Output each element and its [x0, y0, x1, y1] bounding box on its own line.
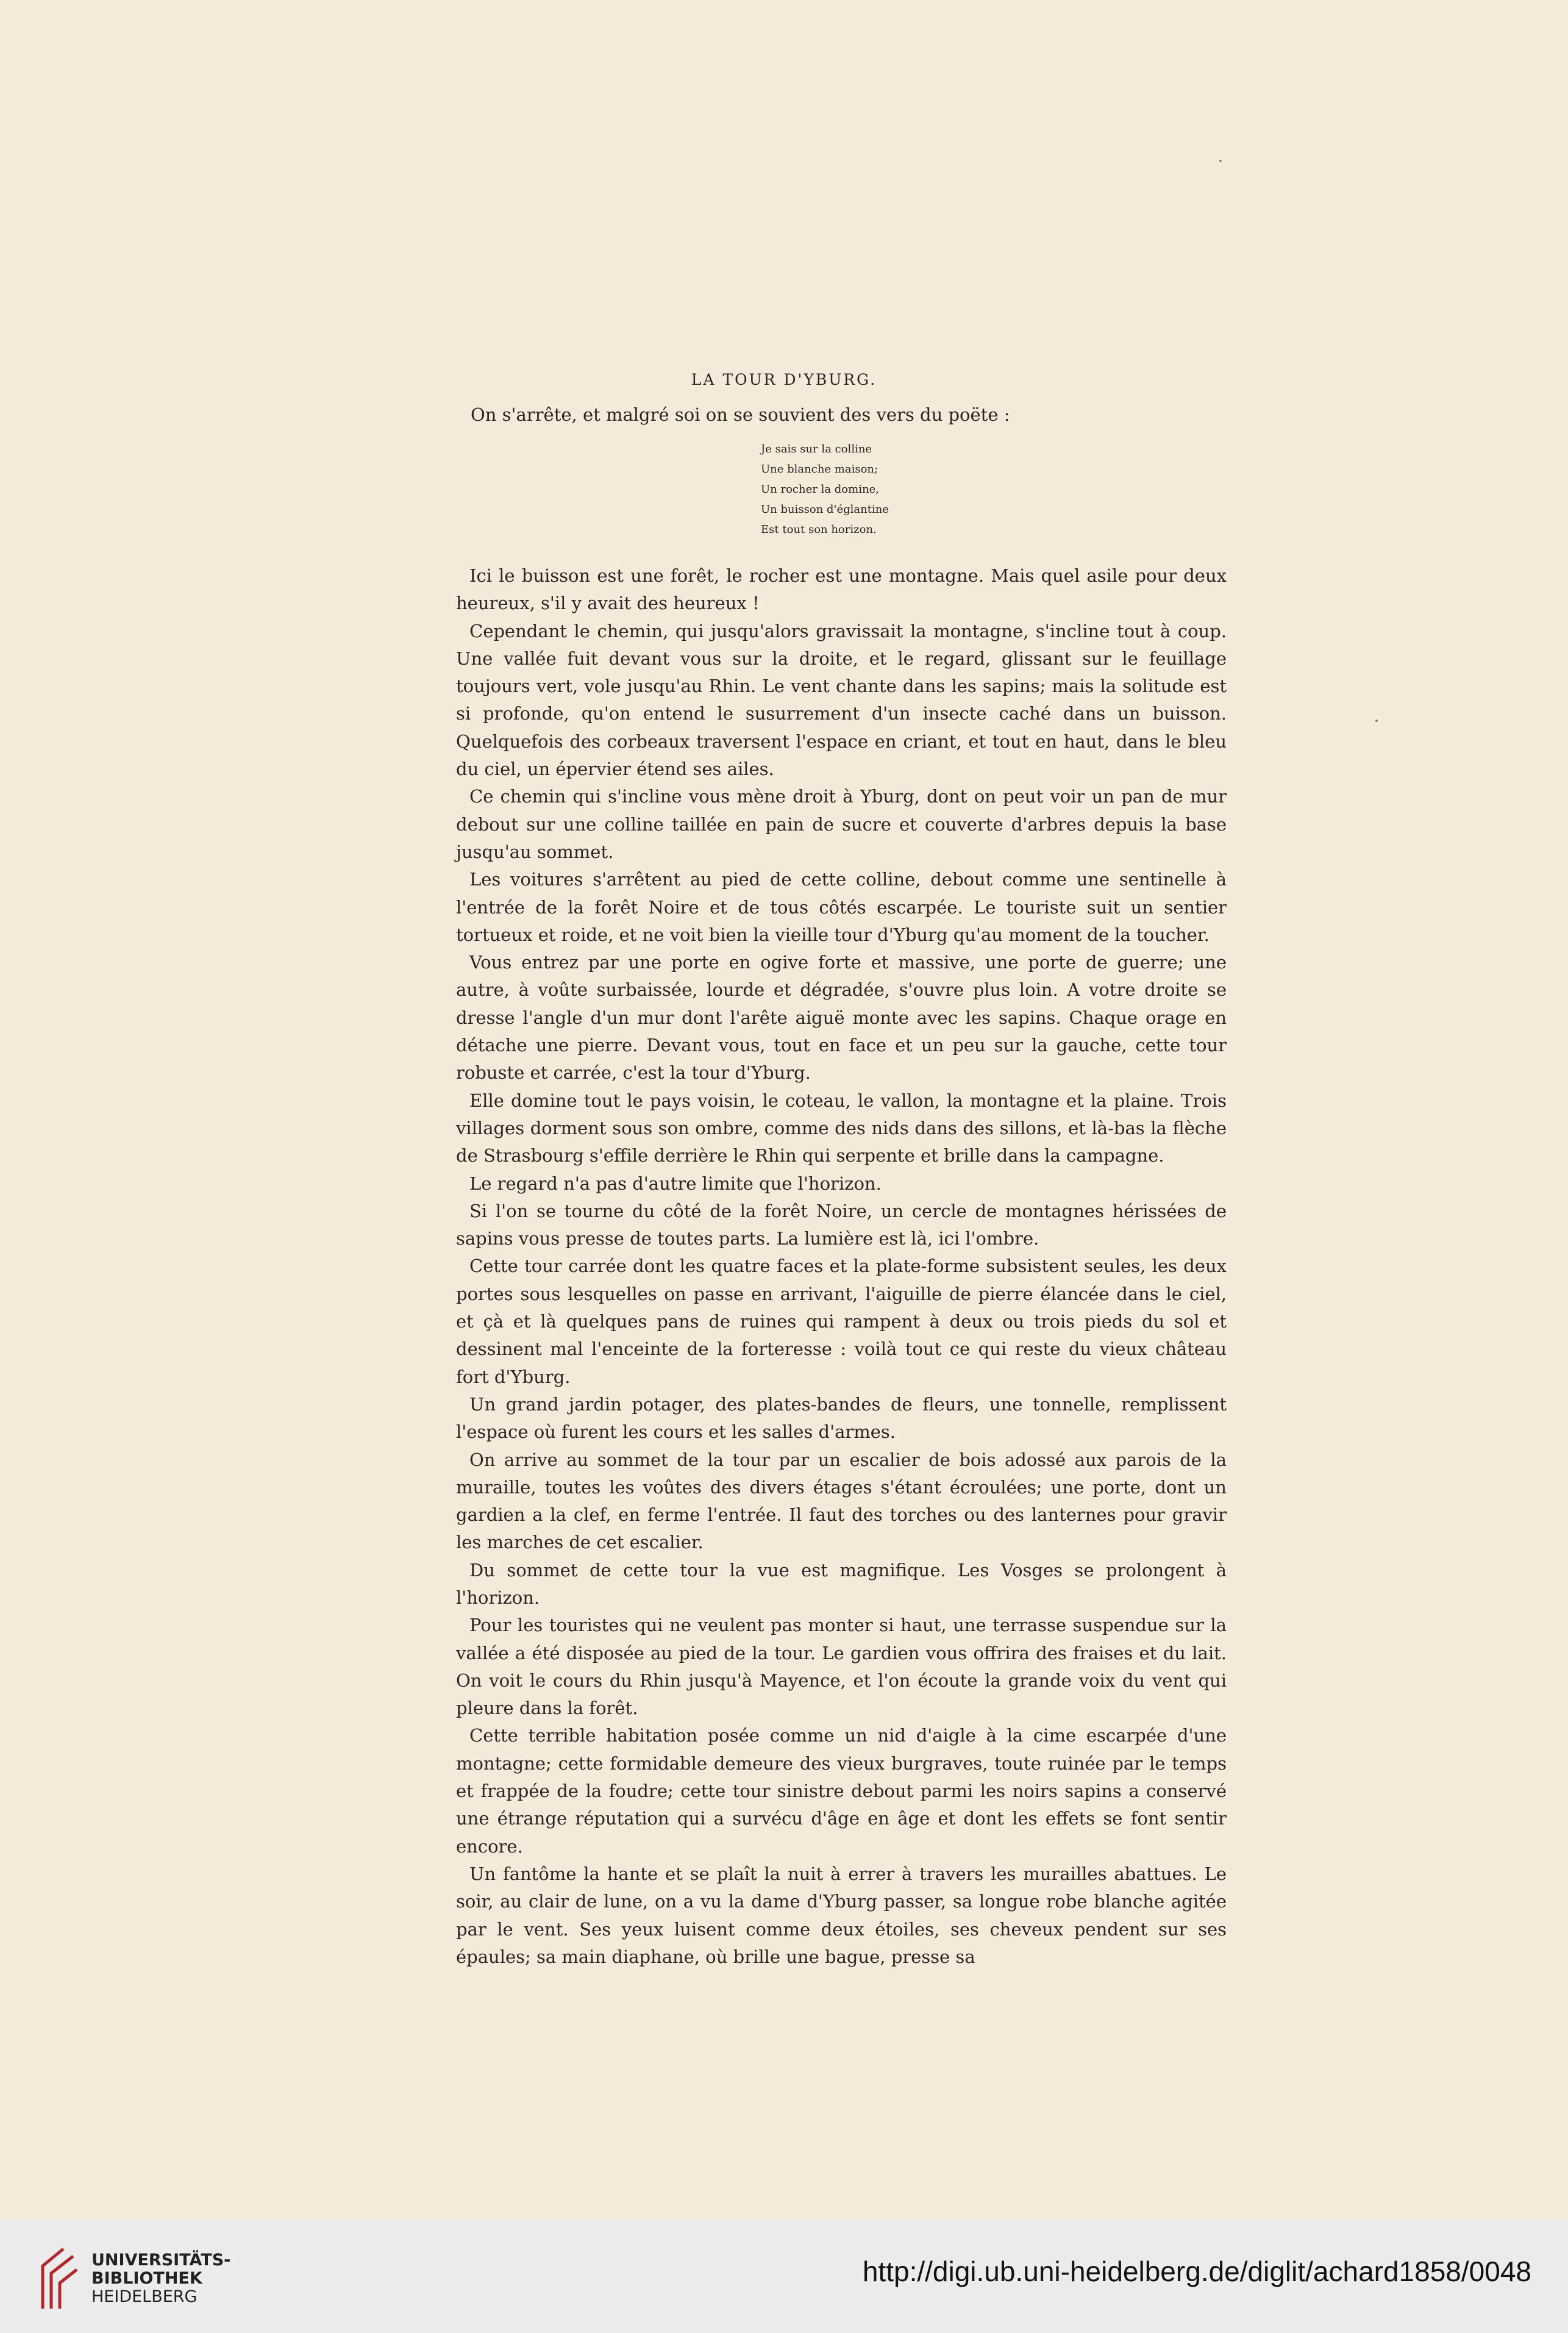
footer-bar	[0, 2220, 1568, 2333]
paragraph: Cette terrible habitation posée comme un nid d'aigle à la cime escarpée d'une montagne; cette formidable demeure des vieux burgraves, toute ruinée par le temps et frappée de la foudre; cette tour sinistre debout parmi les noirs sapins a conservé une étrange réputation qui a survécu d'âge en âge et dont les effets se font sentir encore.	[456, 1725, 1227, 1857]
library-name	[91, 2251, 230, 2306]
paragraph: Un grand jardin potager, des plates-bandes de fleurs, une tonnelle, remplissent l'espace où furent les cours et les salles d'armes.	[456, 1393, 1227, 1443]
verse-line: Un rocher la domine,	[761, 483, 879, 496]
body-text	[456, 562, 1227, 1971]
paragraph: On arrive au sommet de la tour par un escalier de bois adossé aux parois de la muraille, toutes les voûtes des divers étages s'étant écroulées; une porte, dont un gardien a la clef, en ferme l'entrée. Il faut des torches ou des lanternes pour gravir les marches de cet escalier.	[456, 1449, 1227, 1553]
library-name-line: UNIVERSITÄTS-	[91, 2251, 231, 2270]
scan-speck	[1219, 160, 1222, 162]
library-name-line: BIBLIOTHEK	[91, 2269, 202, 2288]
page-title: LA TOUR D'YBURG.	[691, 371, 877, 388]
paragraph: Un fantôme la hante et se plaît la nuit à errer à travers les murailles abattues. Le soir, au clair de lune, on a vu la dame d'Yburg passer, sa longue robe blanche agitée par le vent. Ses yeux luisent comme deux étoiles, ses cheveux pendent sur ses épaules; sa main diaphane, où brille une bague, presse sa	[456, 1863, 1227, 1967]
verse-line: Je sais sur la colline	[761, 443, 872, 456]
paragraph: Cependant le chemin, qui jusqu'alors gravissait la montagne, s'incline tout à coup. Une vallée fuit devant vous sur la droite, et le regard, glissant sur le feuillage toujours vert, vole jusqu'au Rhin. Le vent chante dans les sapins; mais la solitude est si profonde, qu'on entend le susurrement d'un insecte caché dans un buisson. Quelquefois des corbeaux traversent l'espace en criant, et tout en haut, dans le bleu du ciel, un épervier étend ses ailes.	[456, 620, 1227, 780]
verse-line: Est tout son horizon.	[761, 523, 877, 536]
paragraph: Le regard n'a pas d'autre limite que l'horizon.	[469, 1173, 882, 1194]
paragraph: Cette tour carrée dont les quatre faces et la plate-forme subsistent seules, les deux portes sous lesquelles on passe en arrivant, l'aiguille de pierre élancée dans le ciel, et çà et là quelques pans de ruines qui rampent à deux ou trois pieds du sol et dessinent mal l'enceinte de la forteresse : voilà tout ce qui reste du vieux château fort d'Yburg.	[456, 1256, 1227, 1387]
verse-block	[761, 439, 889, 540]
paragraph: Elle domine tout le pays voisin, le coteau, le vallon, la montagne et la plaine. Trois villages dorment sous son ombre, comme des nids dans des sillons, et là-bas la flèche de Strasbourg s'effile derrière le Rhin qui serpente et brille dans la campagne.	[456, 1090, 1227, 1166]
paragraph: Ce chemin qui s'incline vous mène droit à Yburg, dont on peut voir un pan de mur debout sur une colline taillée en pain de sucre et couverte d'arbres depuis la base jusqu'au sommet.	[456, 786, 1227, 862]
paragraph: Les voitures s'arrêtent au pied de cette colline, debout comme une sentinelle à l'entrée de la forêt Noire et de tous côtés escarpée. Le touriste suit un sentier tortueux et roide, et ne voit bien la vieille tour d'Yburg qu'au moment de la toucher.	[456, 869, 1227, 945]
paragraph: Du sommet de cette tour la vue est magnifique. Les Vosges se prolongent à l'horizon.	[456, 1559, 1227, 1608]
library-name-line: HEIDELBERG	[91, 2287, 198, 2306]
scan-speck	[1375, 720, 1378, 722]
paragraph: Si l'on se tourne du côté de la forêt Noire, un cercle de montagnes hérissées de sapins vous presse de toutes parts. La lumière est là, ici l'ombre.	[456, 1200, 1227, 1249]
source-url-link[interactable]: http://digi.ub.uni-heidelberg.de/diglit/achard1858/0048	[862, 2256, 1531, 2287]
paragraph: Vous entrez par une porte en ogive forte et massive, une porte de guerre; une autre, à voûte surbaissée, lourde et dégradée, s'ouvre plus loin. A votre droite se dresse l'angle d'un mur dont l'arête aiguë monte avec les sapins. Chaque orage en détache une pierre. Devant vous, tout en face et un peu sur la gauche, cette tour robuste et carrée, c'est la tour d'Yburg.	[456, 952, 1227, 1084]
intro-line: On s'arrête, et malgré soi on se souvient des vers du poëte :	[471, 404, 1010, 425]
paragraph: Ici le buisson est une forêt, le rocher est une montagne. Mais quel asile pour deux heureux, s'il y avait des heureux !	[456, 565, 1227, 614]
library-logo-icon	[39, 2245, 79, 2311]
verse-line: Un buisson d'églantine	[761, 503, 889, 516]
paragraph: Pour les touristes qui ne veulent pas monter si haut, une terrasse suspendue sur la vallée a été disposée au pied de la tour. Le gardien vous offrira des fraises et du lait. On voit le cours du Rhin jusqu'à Mayence, et l'on écoute la grande voix du vent qui pleure dans la forêt.	[456, 1615, 1227, 1719]
verse-line: Une blanche maison;	[761, 463, 878, 476]
